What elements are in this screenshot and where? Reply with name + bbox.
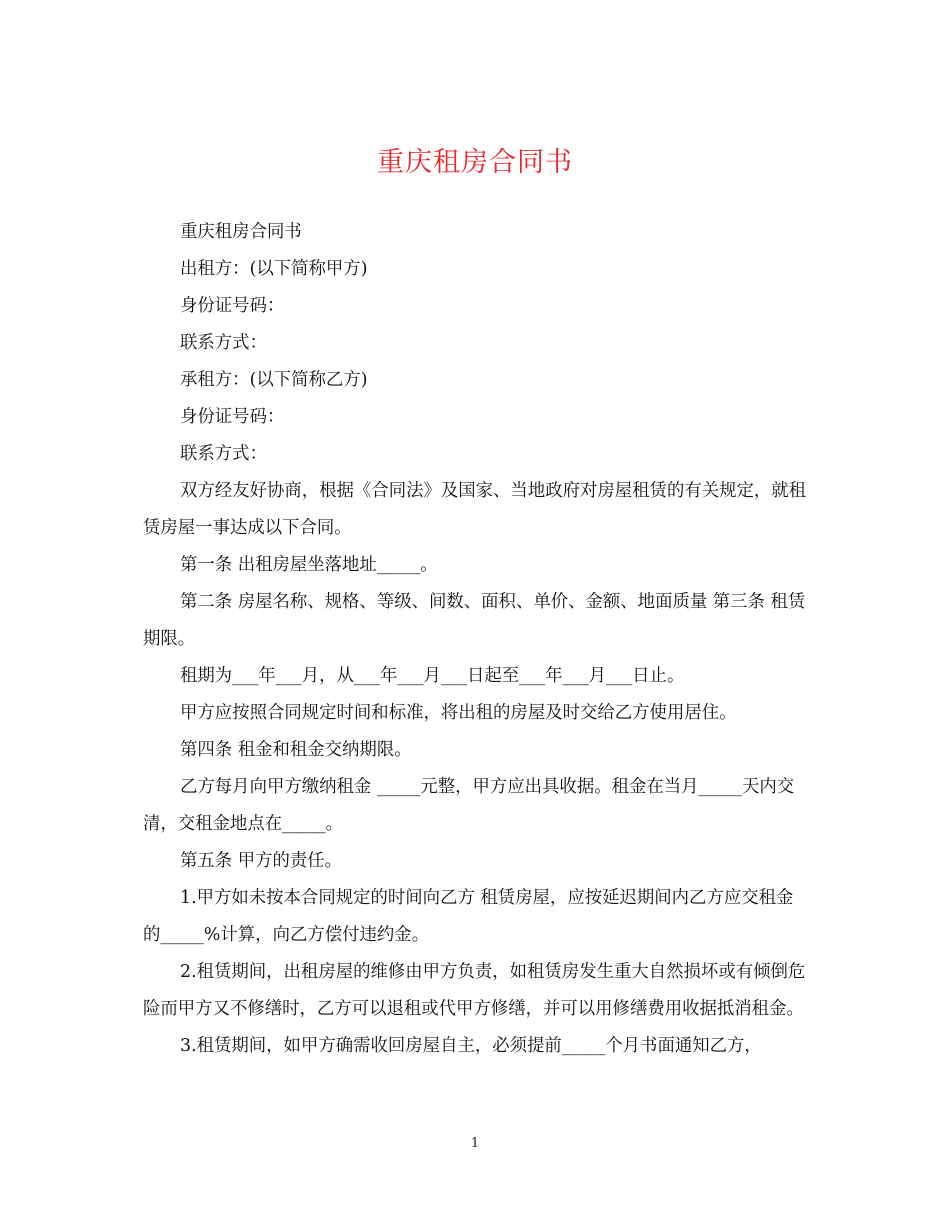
paragraph-clause-3: 3.租赁期间，如甲方确需收回房屋自主，必须提前_____个月书面通知乙方， <box>180 1036 762 1056</box>
paragraph-rent-payment: 乙方每月向甲方缴纳租金 _____元整，甲方应出具收据。租金在当月_____天内交清，交租金地点在_____。 <box>143 777 795 834</box>
paragraph-delivery: 甲方应按照合同规定时间和标准，将出租的房屋及时交给乙方使用居住。 <box>180 703 737 723</box>
paragraph-lessee-id: 身份证号码： <box>180 407 285 427</box>
paragraph-article-5: 第五条 甲方的责任。 <box>180 851 343 871</box>
paragraph-clause-2: 2.租赁期间，出租房屋的维修由甲方负责，如租赁房发生重大自然损坏或有倾倒危险而甲方又不修缮时，乙方可以退租或代甲方修缮，并可以用修缮费用收据抵消租金。 <box>143 962 806 1019</box>
paragraph-lessee: 承租方：(以下简称乙方) <box>180 370 368 390</box>
paragraph-clause-1: 1.甲方如未按本合同规定的时间向乙方 租赁房屋，应按延迟期间内乙方应交租金的_____%计算，向乙方偿付违约金。 <box>143 888 794 945</box>
paragraph-lessee-contact: 联系方式： <box>180 444 267 464</box>
page-number: 1 <box>470 1136 480 1151</box>
paragraph-article-4: 第四条 租金和租金交纳期限。 <box>180 740 412 760</box>
document-title: 重庆租房合同书 <box>377 147 573 178</box>
paragraph-lessor-id: 身份证号码： <box>180 296 285 316</box>
paragraph-article-2: 第二条 房屋名称、规格、等级、间数、面积、单价、金额、地面质量 第三条 租赁期限。 <box>143 592 806 649</box>
paragraph-term: 租期为___年___月，从___年___月___日起至___年___月___日止。 <box>180 666 685 686</box>
document-body <box>143 214 809 1065</box>
paragraph-lessor: 出租方：(以下简称甲方) <box>180 259 368 279</box>
paragraph-lessor-contact: 联系方式： <box>180 333 267 353</box>
paragraph: 重庆租房合同书 <box>180 222 302 242</box>
paragraph-article-1: 第一条 出租房屋坐落地址_____。 <box>180 555 438 575</box>
paragraph-preamble: 双方经友好协商，根据《合同法》及国家、当地政府对房屋租赁的有关规定，就租赁房屋一事达成以下合同。 <box>143 481 807 538</box>
